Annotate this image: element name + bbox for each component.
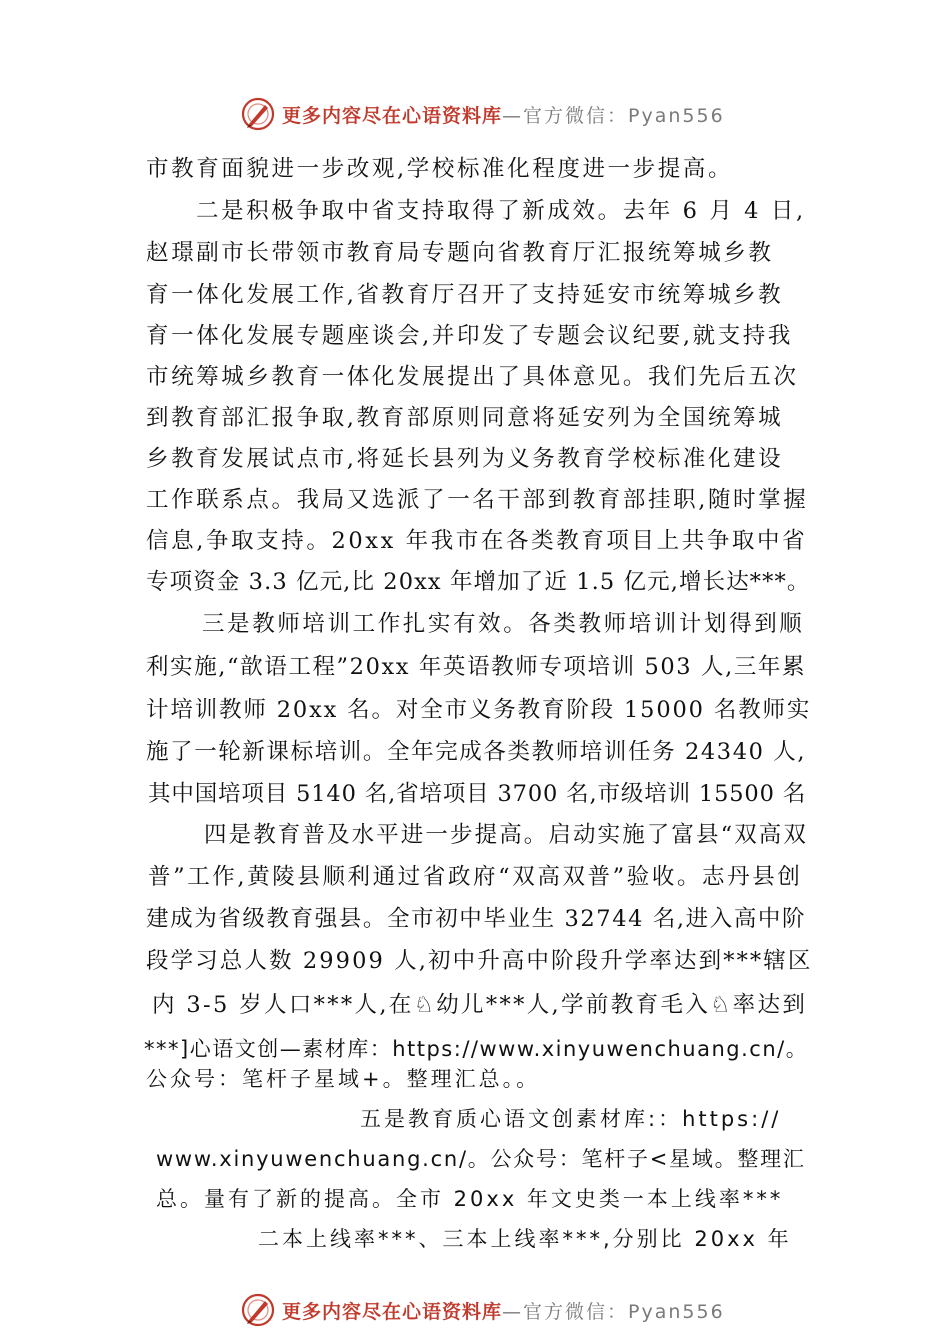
text-line: 五是教育质心语文创素材库:：https:// [360, 1107, 782, 1131]
text-line: 育一体化发展专题座谈会,并印发了专题会议纪要,就支持我 [146, 323, 794, 349]
text-line: www.xinyuwenchuang.cn/。公众号：笔杆子<星域。整理汇 [156, 1147, 806, 1171]
text-line: 赵璟副市长带领市教育局专题向省教育厅汇报统筹城乡教 [146, 240, 774, 266]
text-line: 信息,争取支持。20xx 年我市在各类教育项目上共争取中省 [146, 528, 808, 554]
text-line: 市教育面貌进一步改观,学校标准化程度进一步提高。 [146, 156, 734, 182]
text-line: 乡教育发展试点市,将延长县列为义务教育学校标准化建设 [146, 446, 784, 472]
text-line: 其中国培项目 5140 名,省培项目 3700 名,市级培训 15500 名 [148, 781, 807, 807]
text-line: 育一体化发展工作,省教育厅召开了支持延安市统筹城乡教 [146, 282, 784, 308]
text-line: 施了一轮新课标培训。全年完成各类教师培训任务 24340 人, [146, 739, 807, 765]
footer-banner [240, 1290, 760, 1330]
text-line: 四是教育普及水平进一步提高。启动实施了富县“双高双 [204, 822, 809, 848]
banner-title: 更多内容尽在心语资料库 [282, 104, 503, 127]
text-line: 建成为省级教育强县。全市初中毕业生 32744 名,进入高中阶 [146, 906, 807, 932]
text-line: 段学习总人数 29909 人,初中升高中阶段升学率达到***辖区 [146, 948, 813, 974]
text-line: 市统筹城乡教育一体化发展提出了具体意见。我们先后五次 [146, 364, 799, 390]
text-line: 公众号：笔杆子星域+。整理汇总。。 [146, 1067, 541, 1091]
banner-wechat: —官方微信：Pyan556 [502, 1300, 725, 1323]
text-line: 二本上线率***、三本上线率***,分别比 20xx 年 [258, 1227, 792, 1251]
text-line: 总。量有了新的提高。全市 20xx 年文史类一本上线率*** [156, 1187, 784, 1211]
banner-wechat: —官方微信：Pyan556 [502, 104, 725, 127]
text-line: 内 3-5 岁人口***人,在♘幼儿***人,学前教育毛入♘率达到 [152, 992, 808, 1018]
text-line: 工作联系点。我局又选派了一名干部到教育部挂职,随时掌握 [146, 487, 809, 513]
text-line: ***]心语文创—素材库：https://www.xinyuwenchuang.cn/。 [144, 1037, 809, 1061]
text-line: 专项资金 3.3 亿元,比 20xx 年增加了近 1.5 亿元,增长达***。 [146, 569, 811, 595]
pen-logo-icon [240, 1292, 276, 1328]
text-line: 三是教师培训工作扎实有效。各类教师培训计划得到顺 [202, 611, 805, 637]
text-line: 到教育部汇报争取,教育部原则同意将延安列为全国统筹城 [146, 405, 784, 431]
text-line: 普”工作,黄陵县顺利通过省政府“双高双普”验收。志丹县创 [148, 864, 803, 890]
banner-title: 更多内容尽在心语资料库 [282, 1300, 503, 1323]
text-line: 利实施,“歆语工程”20xx 年英语教师专项培训 503 人,三年累 [146, 654, 807, 680]
text-line: 计培训教师 20xx 名。对全市义务教育阶段 15000 名教师实 [146, 697, 812, 723]
text-line: 二是积极争取中省支持取得了新成效。去年 6 月 4 日, [196, 198, 806, 224]
